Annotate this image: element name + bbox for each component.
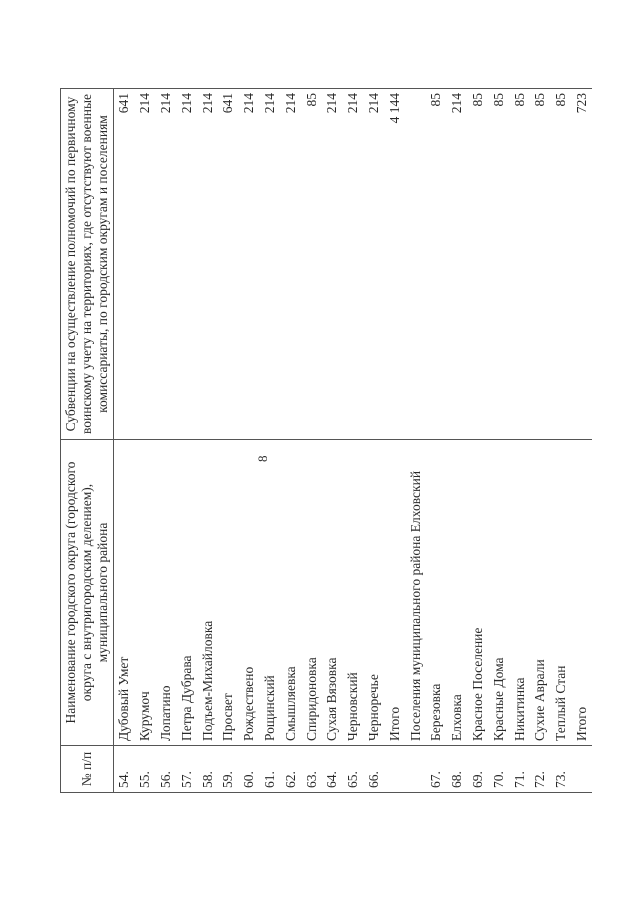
row-name: Черноречье	[364, 440, 385, 746]
row-number	[572, 746, 593, 793]
row-value: 85	[426, 89, 447, 440]
row-value: 214	[260, 89, 281, 440]
row-value: 214	[239, 89, 260, 440]
row-value: 214	[176, 89, 197, 440]
row-value: 85	[509, 89, 530, 440]
row-number: 73.	[551, 746, 572, 793]
row-name: Лопатино	[156, 440, 177, 746]
table-row	[176, 89, 197, 793]
table-row	[364, 89, 385, 793]
row-name: Итого	[384, 440, 405, 746]
row-name: Елховка	[447, 440, 468, 746]
row-name: Курумоч	[135, 440, 156, 746]
row-value: 641	[218, 89, 239, 440]
row-name: Поселения муниципального района Елховский	[405, 440, 426, 746]
row-name: Красное Поселение	[468, 440, 489, 746]
row-number: 57.	[176, 746, 197, 793]
row-name: Спиридоновка	[301, 440, 322, 746]
row-value: 214	[280, 89, 301, 440]
table-row	[468, 89, 489, 793]
row-number: 56.	[156, 746, 177, 793]
row-number: 60.	[239, 746, 260, 793]
row-value: 214	[135, 89, 156, 440]
table-row	[135, 89, 156, 793]
row-name: Смышляевка	[280, 440, 301, 746]
table-row	[301, 89, 322, 793]
row-number: 58.	[197, 746, 218, 793]
table-row	[156, 89, 177, 793]
row-name: Черновский	[343, 440, 364, 746]
subvention-table	[60, 88, 592, 793]
page-number: 8	[255, 455, 270, 462]
row-number: 66.	[364, 746, 385, 793]
table-row	[114, 89, 135, 793]
row-number: 69.	[468, 746, 489, 793]
header-value: Субвенции на осуществление полномочий по первичному воинскому учету на территориях, где отсутствуют военные комиссариаты, по городским округам и поселениям	[61, 89, 114, 440]
row-value: 85	[301, 89, 322, 440]
row-number	[405, 746, 426, 793]
table-row	[509, 89, 530, 793]
row-number: 70.	[488, 746, 509, 793]
table-row	[551, 89, 572, 793]
row-name: Теплый Стан	[551, 440, 572, 746]
table-row	[488, 89, 509, 793]
row-name: Рождествено	[239, 440, 260, 746]
row-number: 64.	[322, 746, 343, 793]
row-name: Рощинский	[260, 440, 281, 746]
table-row	[343, 89, 364, 793]
table-row	[405, 89, 426, 793]
row-number: 68.	[447, 746, 468, 793]
table-row	[530, 89, 551, 793]
row-value: 214	[322, 89, 343, 440]
row-number: 62.	[280, 746, 301, 793]
table-body	[114, 89, 593, 793]
table-row	[384, 89, 405, 793]
row-value: 214	[447, 89, 468, 440]
row-value: 214	[156, 89, 177, 440]
table-row	[239, 89, 260, 793]
table-header	[61, 89, 114, 793]
row-number	[384, 746, 405, 793]
table-row	[572, 89, 593, 793]
row-value: 641	[114, 89, 135, 440]
table-row	[197, 89, 218, 793]
row-value: 85	[468, 89, 489, 440]
header-name: Наименование городского округа (городского округа с внутригородским делением), муниципального района	[61, 440, 114, 746]
row-number: 67.	[426, 746, 447, 793]
row-value: 214	[343, 89, 364, 440]
table-row	[280, 89, 301, 793]
row-value: 4 144	[384, 89, 405, 440]
row-number: 72.	[530, 746, 551, 793]
row-number: 63.	[301, 746, 322, 793]
table-row	[218, 89, 239, 793]
row-number: 71.	[509, 746, 530, 793]
table-row	[426, 89, 447, 793]
row-name: Дубовый Умет	[114, 440, 135, 746]
row-number: 61.	[260, 746, 281, 793]
row-number: 65.	[343, 746, 364, 793]
row-name: Просвет	[218, 440, 239, 746]
row-value: 85	[551, 89, 572, 440]
row-value: 85	[488, 89, 509, 440]
row-name: Никитинка	[509, 440, 530, 746]
row-name: Итого	[572, 440, 593, 746]
row-value: 723	[572, 89, 593, 440]
header-num: № п/п	[61, 746, 114, 793]
row-number: 59.	[218, 746, 239, 793]
row-name: Красные Дома	[488, 440, 509, 746]
row-name: Петра Дубрава	[176, 440, 197, 746]
row-name: Сухие Аврали	[530, 440, 551, 746]
table-row	[447, 89, 468, 793]
row-name: Сухая Вязовка	[322, 440, 343, 746]
row-name: Подъем-Михайловка	[197, 440, 218, 746]
row-value: 214	[197, 89, 218, 440]
row-number: 54.	[114, 746, 135, 793]
row-value: 214	[364, 89, 385, 440]
row-value	[405, 89, 426, 440]
table-row	[322, 89, 343, 793]
row-value: 85	[530, 89, 551, 440]
table-row	[260, 89, 281, 793]
row-number: 55.	[135, 746, 156, 793]
row-name: Березовка	[426, 440, 447, 746]
